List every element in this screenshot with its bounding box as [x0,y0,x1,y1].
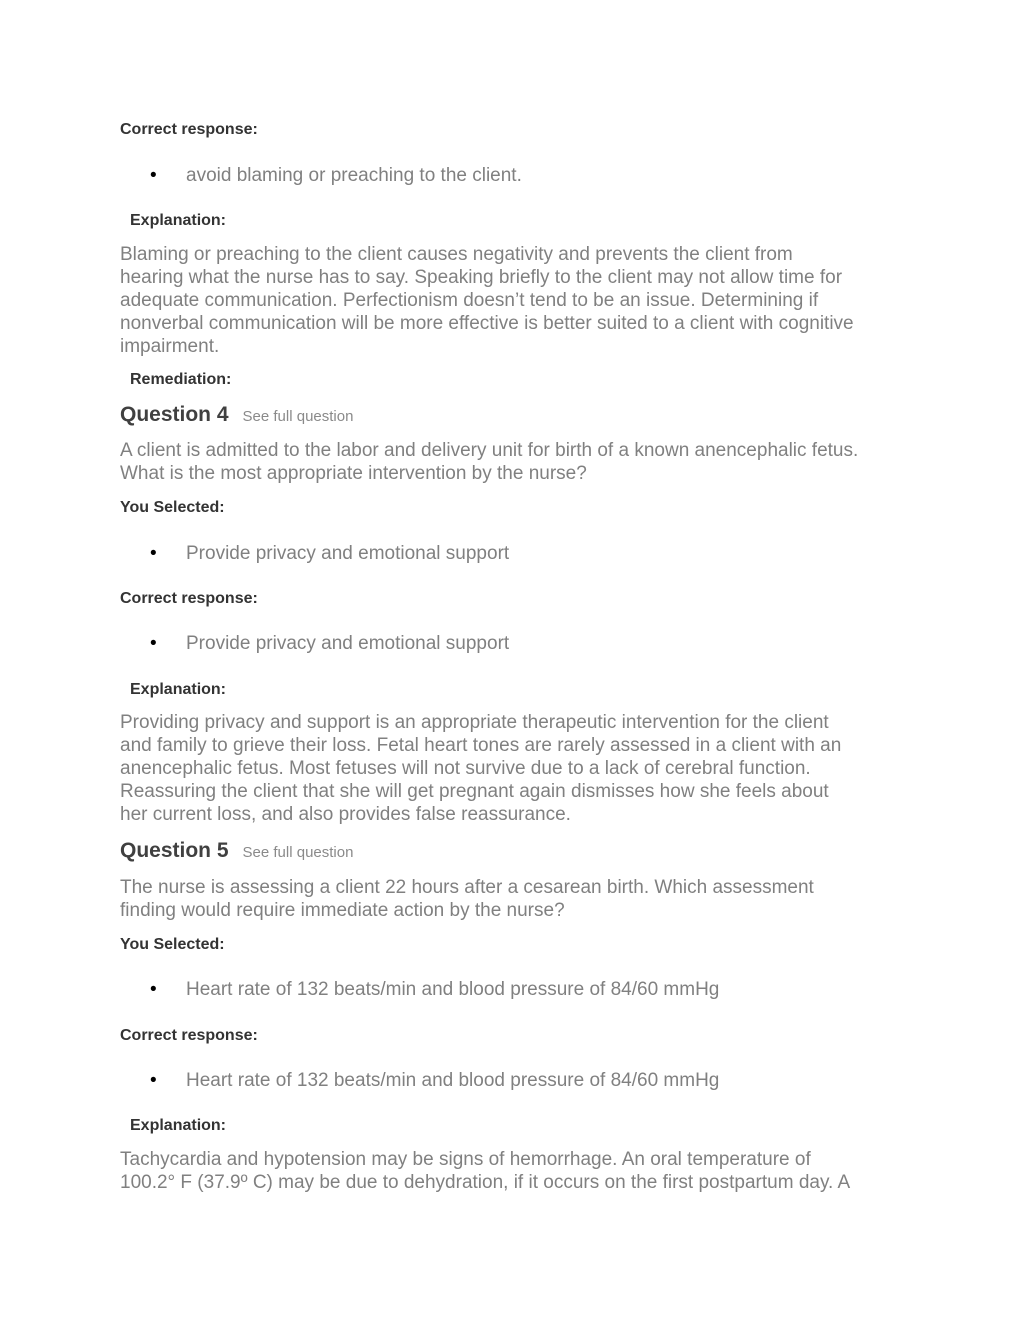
selected-answer-text: Provide privacy and emotional support [186,543,510,564]
question-heading [120,403,353,429]
bullet-icon: • [150,979,157,1000]
list-item [120,978,820,1001]
see-full-question-link[interactable]: See full question [242,408,354,425]
correct-answer-text: Provide privacy and emotional support [186,633,510,654]
explanation-text [120,711,841,826]
explanation-line: and family to grieve their loss. Fetal heart tones are rarely assessed in a client with an [120,735,842,756]
question-prompt [120,439,858,485]
explanation-text [120,1148,850,1194]
list-item [120,632,820,655]
explanation-line: Providing privacy and support is an appropriate therapeutic intervention for the client [120,712,829,733]
explanation-line: Tachycardia and hypotension may be signs of hemorrhage. An oral temperature of [120,1149,811,1170]
correct-response-label: Correct response: [120,121,258,138]
correct-response-label: Correct response: [120,590,258,607]
selected-answer-text: Heart rate of 132 beats/min and blood pressure of 84/60 mmHg [186,979,720,1000]
explanation-line: nonverbal communication will be more effective is better suited to a client with cognitive [120,313,854,334]
correct-answer-text: Heart rate of 132 beats/min and blood pressure of 84/60 mmHg [186,1070,720,1091]
correct-answer-text: avoid blaming or preaching to the client. [186,165,522,186]
question-heading [120,839,353,865]
remediation-label: Remediation: [130,371,232,388]
question-title: Question 5 [120,839,229,862]
explanation-line: adequate communication. Perfectionism doesn’t tend to be an issue. Determining if [120,290,819,311]
correct-response-label: Correct response: [120,1027,258,1044]
explanation-line: Reassuring the client that she will get pregnant again dismisses how she feels about [120,781,829,802]
prompt-line: finding would require immediate action by the nurse? [120,900,565,921]
explanation-line: Blaming or preaching to the client causes negativity and prevents the client from [120,244,793,265]
list-item [120,1069,820,1092]
explanation-text [120,243,854,358]
explanation-line: impairment. [120,336,220,357]
list-item [120,542,820,565]
prompt-line: What is the most appropriate intervention by the nurse? [120,463,587,484]
explanation-line: hearing what the nurse has to say. Speaking briefly to the client may not allow time for [120,267,843,288]
bullet-icon: • [150,633,157,654]
explanation-label: Explanation: [130,681,227,698]
explanation-label: Explanation: [130,1117,227,1134]
you-selected-label: You Selected: [120,936,225,953]
you-selected-label: You Selected: [120,499,225,516]
see-full-question-link[interactable]: See full question [242,844,354,861]
explanation-line: her current loss, and also provides false reassurance. [120,804,571,825]
question-title: Question 4 [120,403,229,426]
bullet-icon: • [150,165,157,186]
bullet-icon: • [150,1070,157,1091]
question-prompt [120,876,814,922]
explanation-line: anencephalic fetus. Most fetuses will not survive due to a lack of cerebral function. [120,758,811,779]
prompt-line: The nurse is assessing a client 22 hours after a cesarean birth. Which assessment [120,877,814,898]
list-item [120,164,820,187]
explanation-line: 100.2° F (37.9º C) may be due to dehydration, if it occurs on the first postpartum day. A [120,1172,851,1193]
bullet-icon: • [150,543,157,564]
prompt-line: A client is admitted to the labor and delivery unit for birth of a known anencephalic fetus. [120,440,859,461]
explanation-label: Explanation: [130,212,227,229]
